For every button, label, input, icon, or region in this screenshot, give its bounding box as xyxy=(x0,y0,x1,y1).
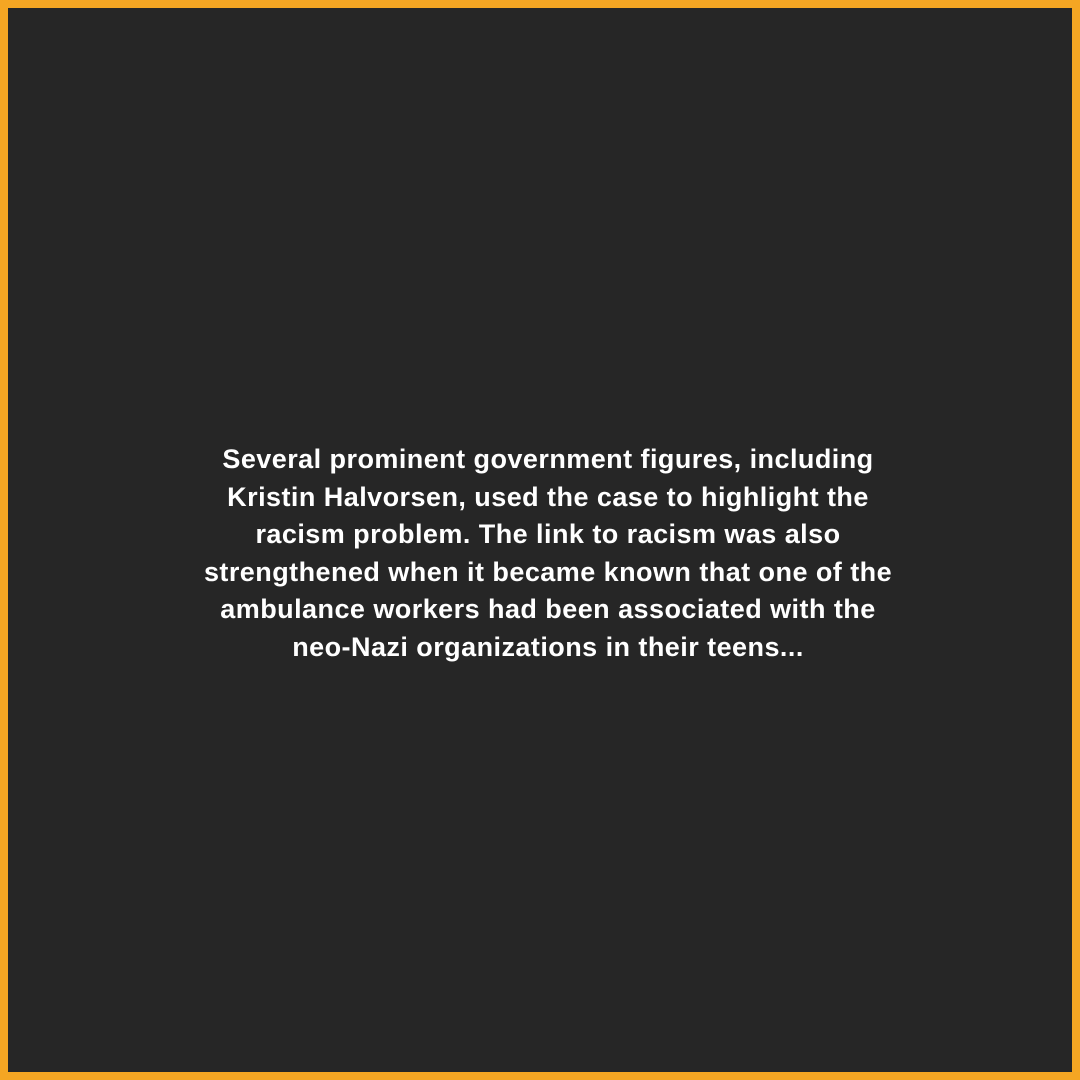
caption-line: strengthened when it became known that one of the xyxy=(203,556,893,587)
caption-text xyxy=(8,441,1080,666)
caption-line: ambulance workers had been associated with the xyxy=(220,594,876,624)
caption-line: neo-Nazi organizations in their teens... xyxy=(292,631,804,662)
caption-line: Kristin Halvorsen, used the case to highlight the xyxy=(227,481,869,512)
caption-line: Several prominent government figures, including xyxy=(222,444,874,474)
caption-line: racism problem. The link to racism was also xyxy=(255,519,841,549)
